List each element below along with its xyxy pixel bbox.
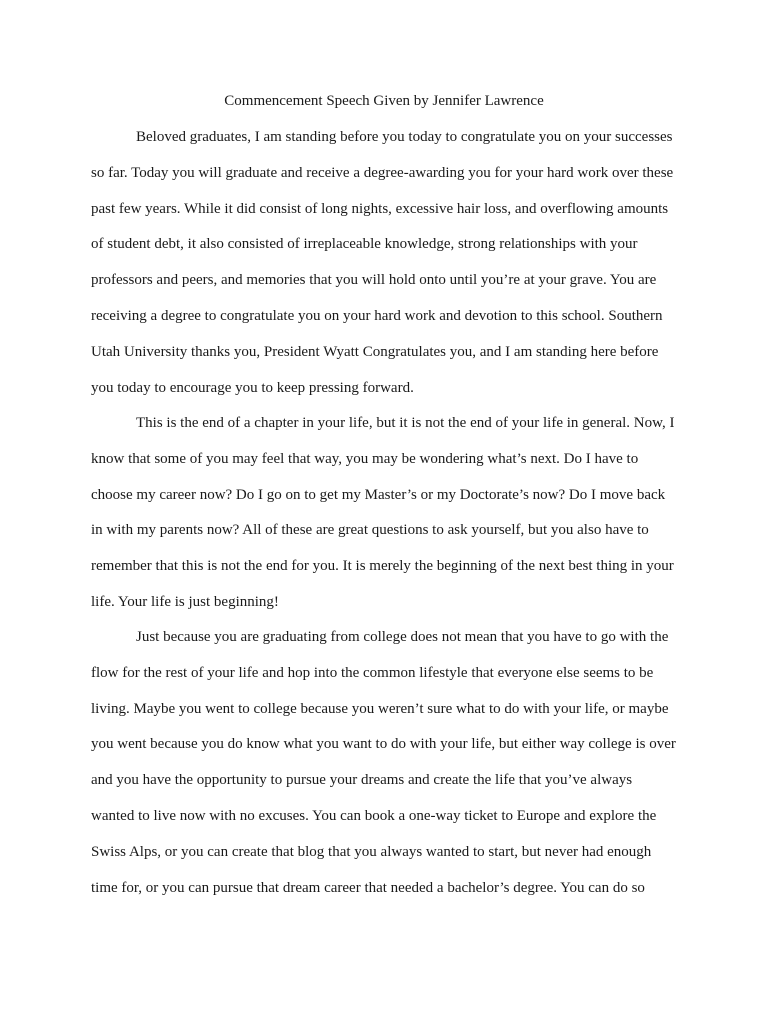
text-line: Beloved graduates, I am standing before you today to congratulate you on your successes [136,129,673,145]
text-line: in with my parents now? All of these are great questions to ask yourself, but you also have to [91,522,649,539]
text-line: living. Maybe you went to college because you weren’t sure what to do with your life, or maybe [91,700,669,717]
paragraph-3 [91,627,691,913]
text-line: flow for the rest of your life and hop into the common lifestyle that everyone else seems to be [91,664,654,681]
text-line: remember that this is not the end for you. It is merely the beginning of the next best thing in your [91,558,674,575]
text-line: past few years. While it did consist of long nights, excessive hair loss, and overflowing amounts [91,200,669,217]
text-line: professors and peers, and memories that you will hold onto until you’re at your grave. You are [91,272,657,289]
text-line: Just because you are graduating from college does not mean that you have to go with the [136,629,669,645]
text-line: This is the end of a chapter in your life, but it is not the end of your life in general. Now, I [136,415,675,431]
text-line: life. Your life is just beginning! [91,593,279,610]
text-line: Utah University thanks you, President Wyatt Congratulates you, and I am standing here before [91,343,659,360]
text-line: know that some of you may feel that way, you may be wondering what’s next. Do I have to [91,450,639,467]
text-line: wanted to live now with no excuses. You can book a one-way ticket to Europe and explore the [91,807,657,824]
document-title: Commencement Speech Given by Jennifer Lawrence [224,93,544,109]
text-line: of student debt, it also consisted of irreplaceable knowledge, strong relationships with your [91,236,638,253]
text-line: you today to encourage you to keep pressing forward. [91,379,414,396]
paragraph-1 [91,127,691,413]
text-line: choose my career now? Do I go on to get my Master’s or my Doctorate’s now? Do I move back [91,486,666,503]
paragraph-2 [91,413,691,628]
text-line: so far. Today you will graduate and receive a degree-awarding you for your hard work over these [91,164,674,181]
text-line: and you have the opportunity to pursue your dreams and create the life that you’ve always [91,772,633,789]
text-line: receiving a degree to congratulate you on your hard work and devotion to this school. Southern [91,307,663,324]
text-line: Swiss Alps, or you can create that blog that you always wanted to start, but never had enough [91,843,652,860]
text-line: time for, or you can pursue that dream career that needed a bachelor’s degree. You can do so [91,879,645,896]
text-line: you went because you do know what you want to do with your life, but either way college is over [91,736,676,753]
